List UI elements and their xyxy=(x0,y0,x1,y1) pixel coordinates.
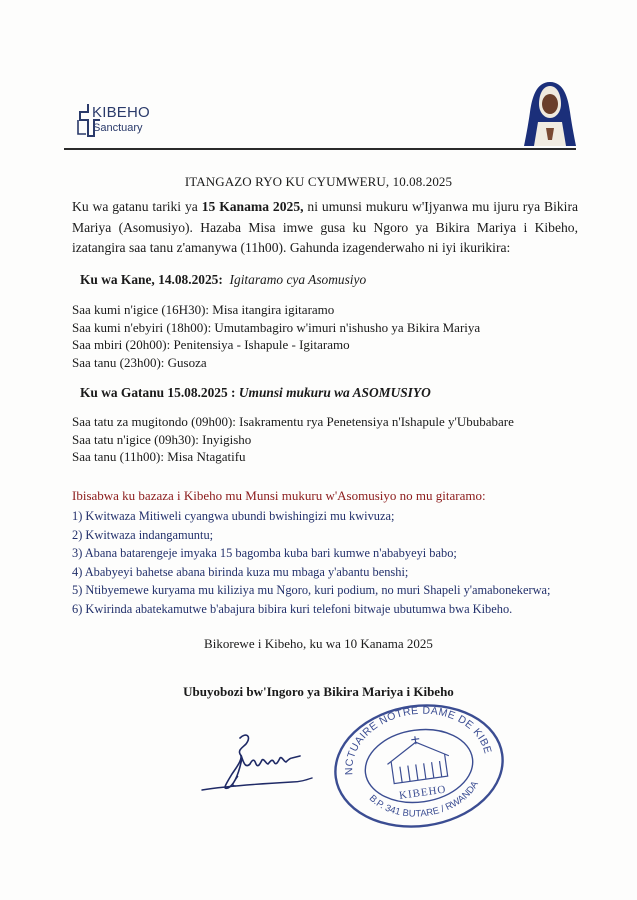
list-item: Saa tanu (11h00): Misa Ntagatifu xyxy=(72,449,246,464)
page-title: ITANGAZO RYO KU CYUMWERU, 10.08.2025 xyxy=(184,174,453,189)
section1-heading xyxy=(80,272,366,288)
requirements-list xyxy=(72,507,550,619)
list-item: 3) Abana batarengeje imyaka 15 bagomba kuba bari kumwe n'ababyeyi babo; xyxy=(72,546,457,561)
logo-title: KIBEHO xyxy=(92,104,150,121)
list-item: Saa mbiri (20h00): Penitensiya - Ishapule - Igitaramo xyxy=(72,337,350,352)
signature-image xyxy=(196,728,318,798)
section2-event: Umunsi mukuru wa ASOMUSIYO xyxy=(238,385,431,400)
list-item: 5) Ntibyemewe kuryama mu kiliziya mu Ngoro, kuri podium, no muri Shapeli y'amabonekerwa; xyxy=(72,583,551,598)
issuing-authority: Ubuyobozi bw'Ingoro ya Bikira Mariya i Kibeho xyxy=(183,684,454,699)
section2-heading xyxy=(80,385,431,401)
intro-paragraph xyxy=(72,197,578,259)
section1-event: Igitaramo cya Asomusiyo xyxy=(229,272,367,287)
list-item: Saa tatu za mugitondo (09h00): Isakramentu rya Penetensiya n'Ishapule y'Ububabare xyxy=(72,414,514,429)
requirements-heading: Ibisabwa ku bazaza i Kibeho mu Munsi mukuru w'Asomusiyo no mu gitaramo: xyxy=(72,488,486,503)
official-seal-stamp xyxy=(330,700,508,828)
section2-schedule xyxy=(72,413,514,466)
place-date: Bikorewe i Kibeho, ku wa 10 Kanama 2025 xyxy=(204,636,433,651)
list-item: 1) Kwitwaza Mitiweli cyangwa ubundi bwishingizi mu kwivuza; xyxy=(72,509,395,523)
list-item: Saa tanu (23h00): Gusoza xyxy=(72,354,207,370)
logo-subtitle: Sanctuary xyxy=(93,122,143,134)
list-item: 4) Ababyeyi bahetse abana birinda kuza mu mbaga y'abantu benshi; xyxy=(72,564,409,579)
section1-schedule xyxy=(72,301,480,371)
header-rule xyxy=(64,148,576,150)
intro-text-2: ni umunsi mukuru w'Ijyanwa mu ijuru rya Bikira Mariya (Asomusiyo). Hazaba Misa imwe gusa ku Ngoro ya Bikira Mariya i Kibeho, izatangira saa tanu z'amanywa (11h00). Gahunda izagenderwaho ni iyi ikurikira: xyxy=(72,199,579,255)
svg-text:SANCTUAIRE NOTRE DAME DE KIBEH: SANCTUAIRE NOTRE DAME DE KIBEHO xyxy=(343,704,494,776)
list-item: 2) Kwitwaza indangamuntu; xyxy=(72,527,214,542)
intro-date: 15 Kanama 2025, xyxy=(201,199,304,214)
intro-text-1: Ku wa gatanu tariki ya xyxy=(72,199,202,214)
list-item: Saa kumi n'ebyiri (18h00): Umutambagiro w'imuri n'ishusho ya Bikira Mariya xyxy=(72,319,481,335)
svg-text:B.P. 341 BUTARE / RWANDA: B.P. 341 BUTARE / RWANDA xyxy=(366,779,481,820)
svg-text:KIBEHO: KIBEHO xyxy=(398,783,448,802)
section1-day: Ku wa Kane, 14.08.2025: xyxy=(80,272,223,287)
list-item: Saa kumi n'igice (16H30): Misa itangira igitaramo xyxy=(72,302,335,317)
madonna-image xyxy=(522,78,578,146)
list-item: 6) Kwirinda abatekamutwe b'abajura bibira kuri telefoni bitwaje ubutumwa bwa Kibeho. xyxy=(72,601,513,616)
list-item: Saa tatu n'igice (09h30): Inyigisho xyxy=(72,431,252,447)
section2-day: Ku wa Gatanu 15.08.2025 : xyxy=(80,385,236,400)
